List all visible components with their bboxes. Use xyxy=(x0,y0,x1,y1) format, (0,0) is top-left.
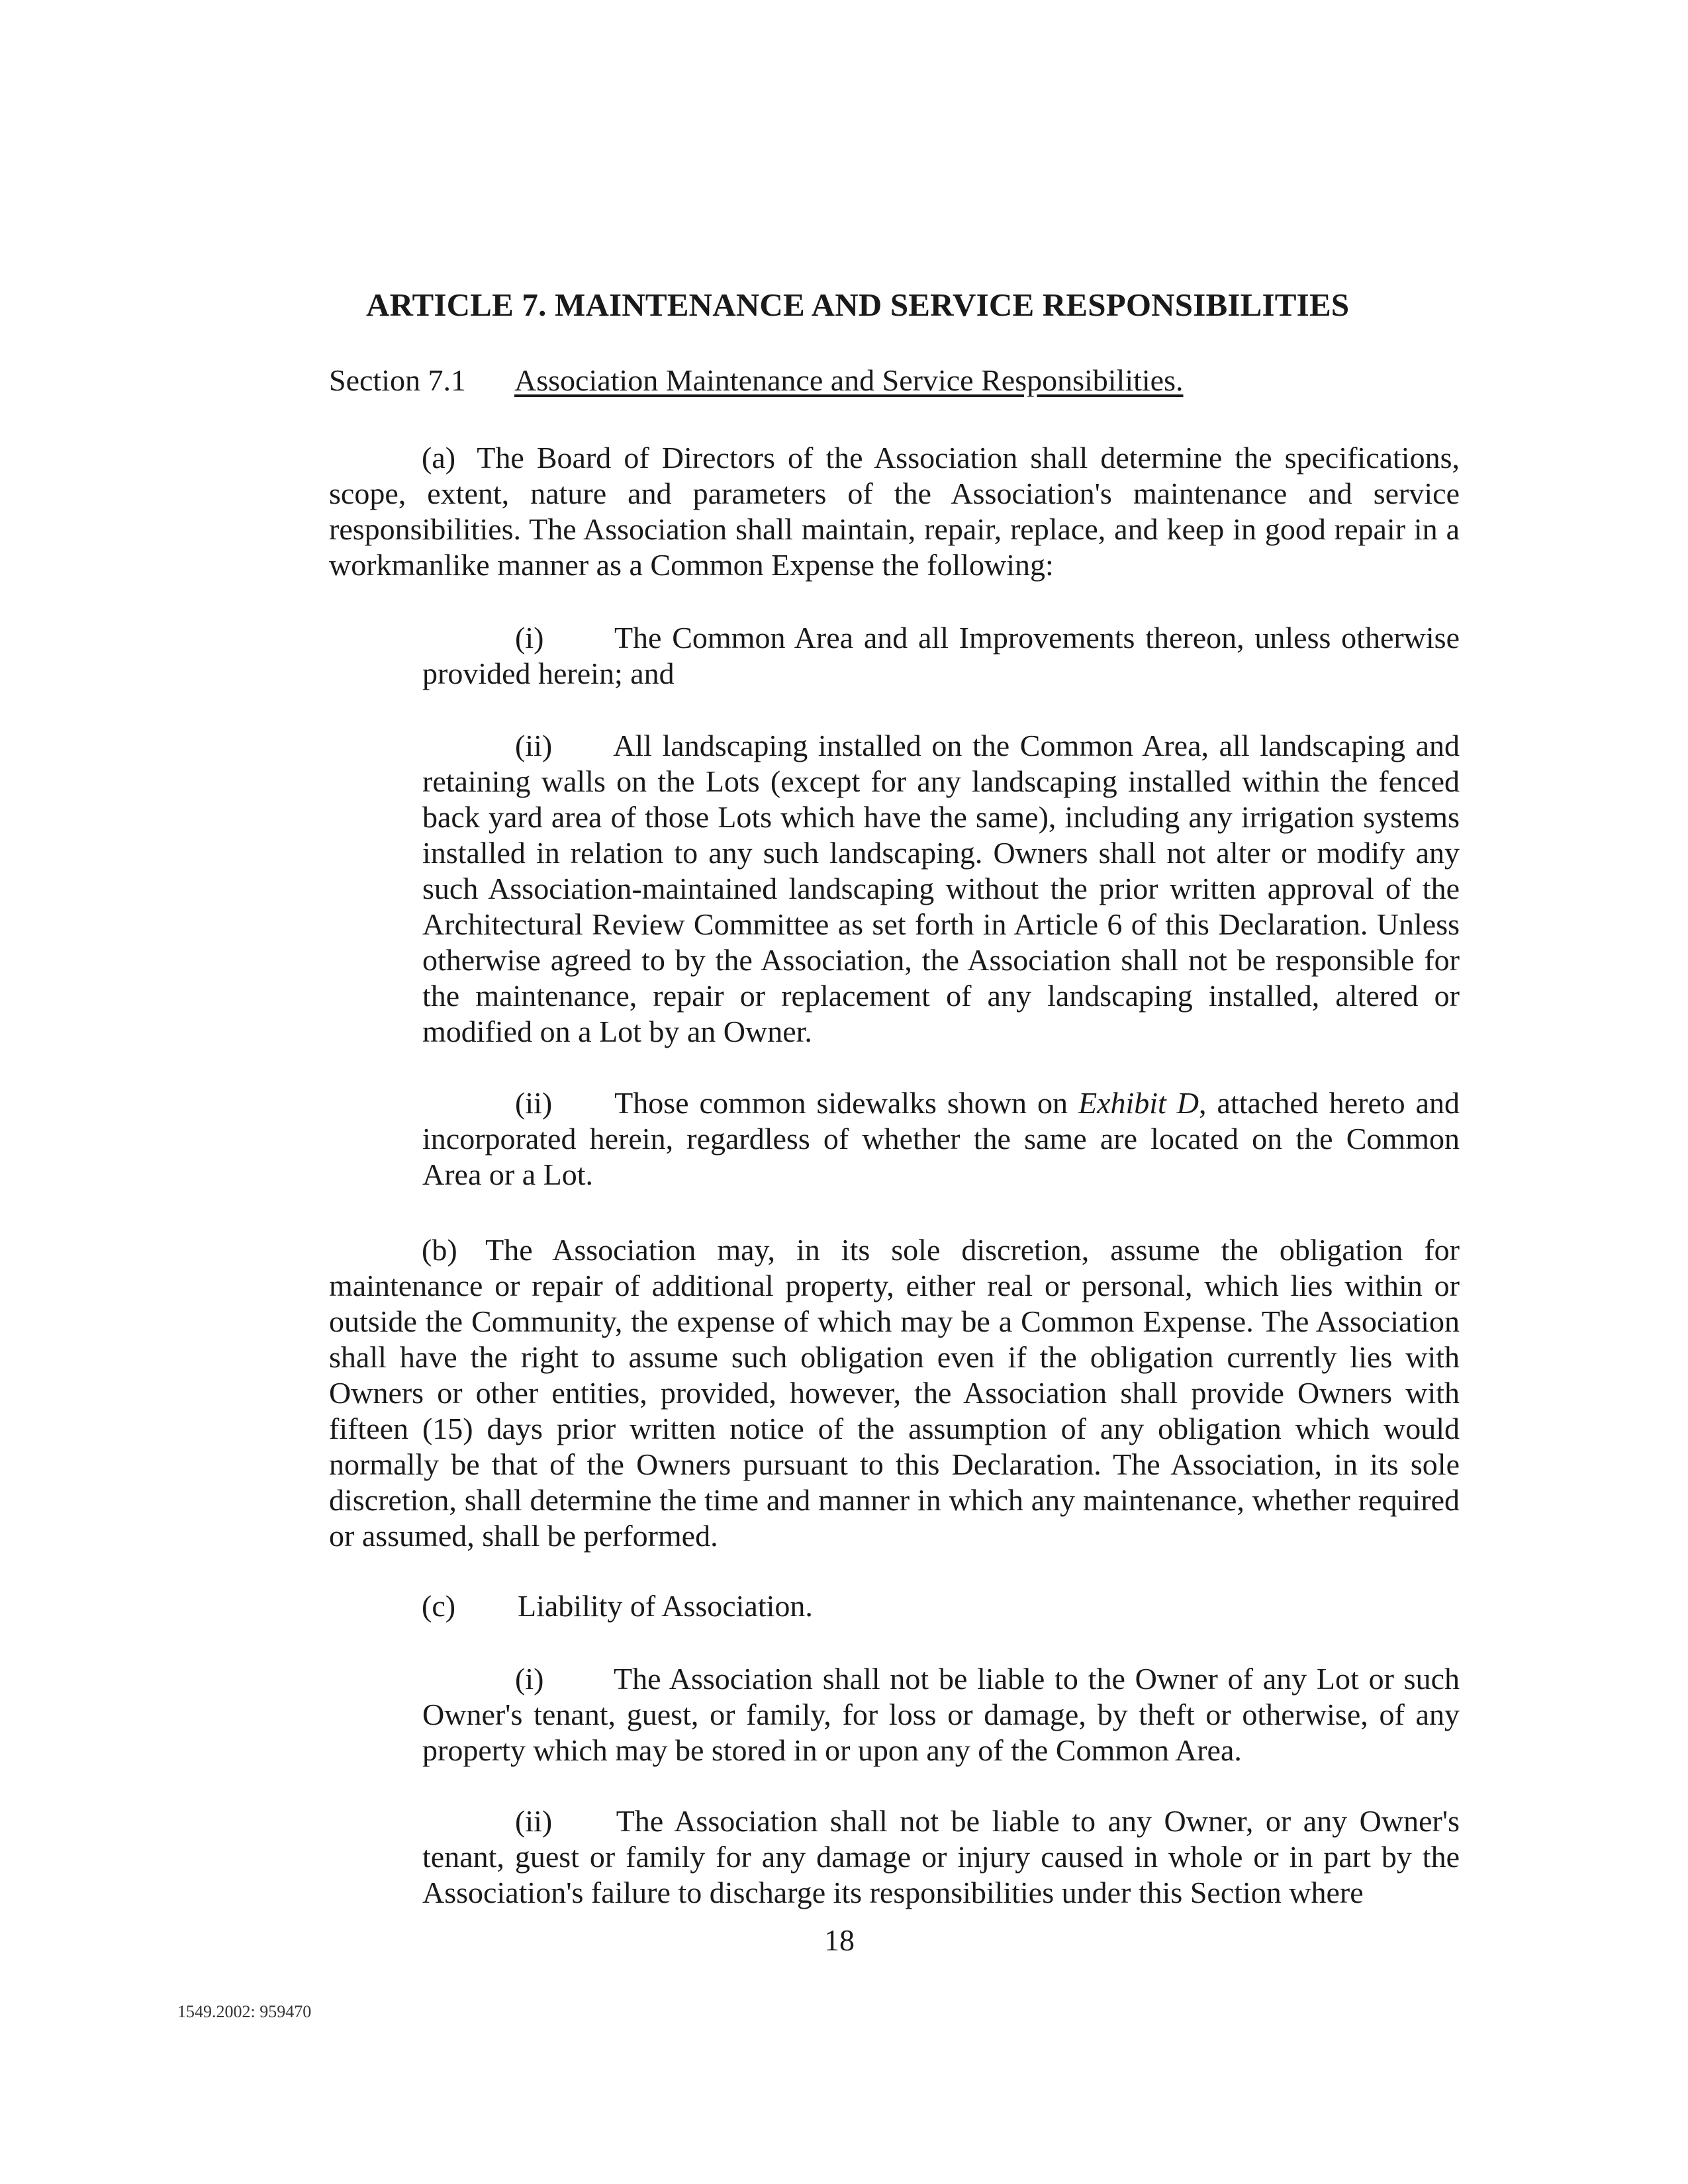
section-heading xyxy=(329,363,1454,398)
paragraph-c-label: (c) xyxy=(422,1589,456,1623)
page-number: 18 xyxy=(824,1923,855,1957)
paragraph-b xyxy=(329,1232,1460,1554)
document-id: 1549.2002: 959470 xyxy=(177,2002,312,2021)
subparagraph-c-ii-text: The Association shall not be liable to any Owner, or any Owner's tenant, guest or family for any damage or injury caused in whole or in part by the Association's failure to discharge its responsibilities under this Section where xyxy=(422,1804,1460,1909)
subparagraph-a-iii-text-after: , attached hereto and incorporated herein, regardless of whether the same are located on the Common Area or a Lot. xyxy=(422,1086,1460,1191)
subparagraph-a-ii-label: (ii) xyxy=(515,729,553,762)
subparagraph-a-iii xyxy=(422,1085,1460,1193)
subparagraph-a-i xyxy=(422,620,1460,692)
section-title: Association Maintenance and Service Responsibilities. xyxy=(514,363,1184,397)
subparagraph-a-ii xyxy=(422,728,1460,1050)
subparagraph-c-i-text: The Association shall not be liable to the Owner of any Lot or such Owner's tenant, guest, or family, for loss or damage, by theft or otherwise, of any property which may be stored in or upon any of the Common Area. xyxy=(422,1662,1460,1767)
subparagraph-c-ii xyxy=(422,1803,1460,1911)
paragraph-c-text: Liability of Association. xyxy=(518,1589,813,1623)
subparagraph-a-i-text: The Common Area and all Improvements thereon, unless otherwise provided herein; and xyxy=(422,621,1460,690)
paragraph-a-text: The Board of Directors of the Association shall determine the specifications, scope, extent, nature and parameters of the Association's maintenance and service responsibilities. The Association shall maintain, repair, replace, and keep in good repair in a workmanlike manner as a Common Expense the following: xyxy=(329,441,1460,582)
subparagraph-a-iii-label: (ii) xyxy=(515,1086,553,1120)
subparagraph-a-i-label: (i) xyxy=(515,621,544,655)
paragraph-b-label: (b) xyxy=(422,1233,457,1267)
subparagraph-c-ii-label: (ii) xyxy=(515,1804,553,1838)
subparagraph-a-ii-text: All landscaping installed on the Common Area, all landscaping and retaining walls on the Lots (except for any landscaping installed within the fenced back yard area of those Lots which have the same), including any irrigation systems installed in relation to any such landscaping. Owners shall not alter or modify any such Association-maintained landscaping without the prior written approval of the Architectural Review Committee as set forth in Article 6 of this Declaration. Unless otherwise agreed to by the Association, the Association shall not be responsible for the maintenance, repair or replacement of any landscaping installed, altered or modified on a Lot by an Owner. xyxy=(422,729,1460,1048)
paragraph-b-text: The Association may, in its sole discretion, assume the obligation for maintenance or repair of additional property, either real or personal, which lies within or outside the Community, the expense of which may be a Common Expense. The Association shall have the right to assume such obligation even if the obligation currently lies with Owners or other entities, provided, however, the Association shall provide Owners with fifteen (15) days prior written notice of the assumption of any obligation which would normally be that of the Owners pursuant to this Declaration. The Association, in its sole discretion, shall determine the time and manner in which any maintenance, whether required or assumed, shall be performed. xyxy=(329,1233,1460,1553)
article-heading: ARTICLE 7. MAINTENANCE AND SERVICE RESPONSIBILITIES xyxy=(366,287,1350,323)
paragraph-a-label: (a) xyxy=(422,441,456,475)
section-number: Section 7.1 xyxy=(329,363,466,397)
subparagraph-c-i xyxy=(422,1661,1460,1768)
subparagraph-a-iii-text-before: Those common sidewalks shown on xyxy=(614,1086,1078,1120)
exhibit-d-reference: Exhibit D xyxy=(1078,1086,1199,1120)
paragraph-c xyxy=(422,1588,813,1623)
subparagraph-c-i-label: (i) xyxy=(515,1662,544,1696)
paragraph-a xyxy=(329,440,1460,583)
